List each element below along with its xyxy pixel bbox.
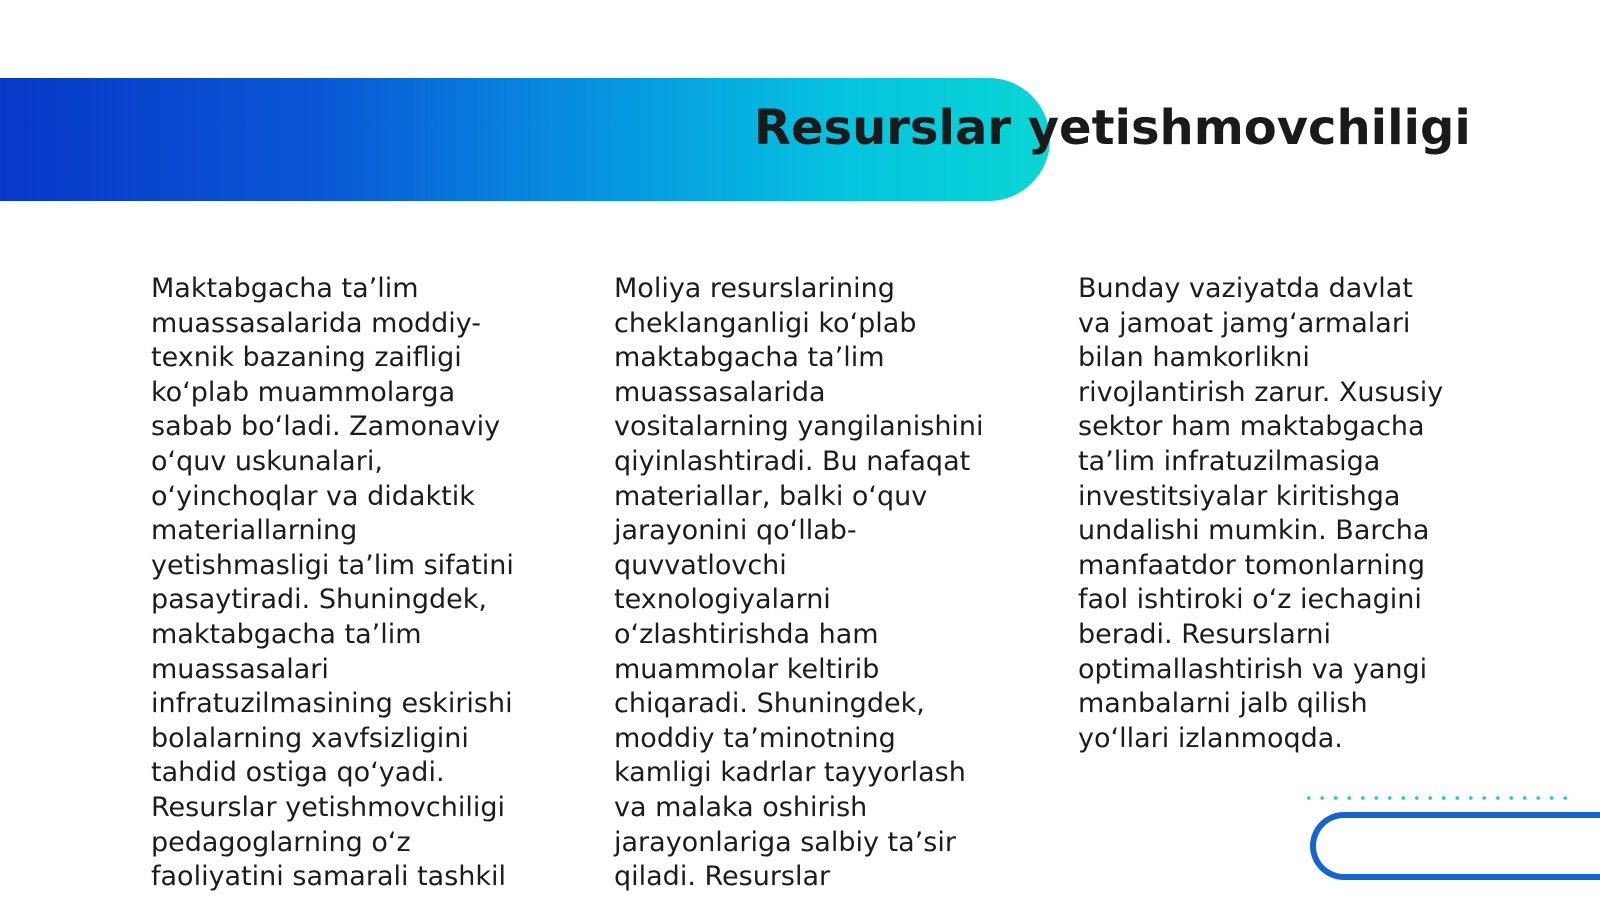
decorative-pill-outline (1310, 812, 1600, 880)
text-column-2: Moliya resurslarining cheklanganligi ko‘plab maktabgacha ta’lim muassasalarida vositalarning yangilanishini qiyinlashtiradi. Bu nafaqat materiallar, balki o‘quv jarayonini qo‘llab-quvvatlovchi texnologiyalarni o‘zlashtirishda ham muammolar keltirib chiqaradi. Shuningdek, moddiy ta’minotning kamligi kadrlar tayyorlash va malaka oshirish jarayonlariga salbiy ta’sir qiladi. Resurslar (614, 273, 984, 893)
text-column-1: Maktabgacha ta’lim muassasalarida moddiy-texnik bazaning zaifligi ko‘plab muammolarga sabab bo‘ladi. Zamonaviy o‘quv uskunalari, o‘yinchoqlar va didaktik materiallarning yetishmasligi ta’lim sifatini pasaytiradi. Shuningdek, maktabgacha ta’lim muassasalari infratuzilmasining eskirishi bolalarning xavfsizligini tahdid ostiga qo‘yadi. Resurslar yetishmovchiligi pedagoglarning o‘z faoliyatini samarali tashkil (151, 273, 514, 893)
text-column-3: Bunday vaziyatda davlat va jamoat jamg‘armalari bilan hamkorlikni rivojlantirish zarur. Xususiy sektor ham maktabgacha ta’lim infratuzilmasiga investitsiyalar kiritishga undalishi mumkin. Barcha manfaatdor tomonlarning faol ishtiroki o‘z iechagini beradi. Resurslarni optimallashtirish va yangi manbalarni jalb qilish yo‘llari izlanmoqda. (1078, 273, 1444, 754)
slide-title: Resurslar yetishmovchiligi (754, 100, 1471, 156)
decorative-dot-row (1302, 795, 1572, 801)
